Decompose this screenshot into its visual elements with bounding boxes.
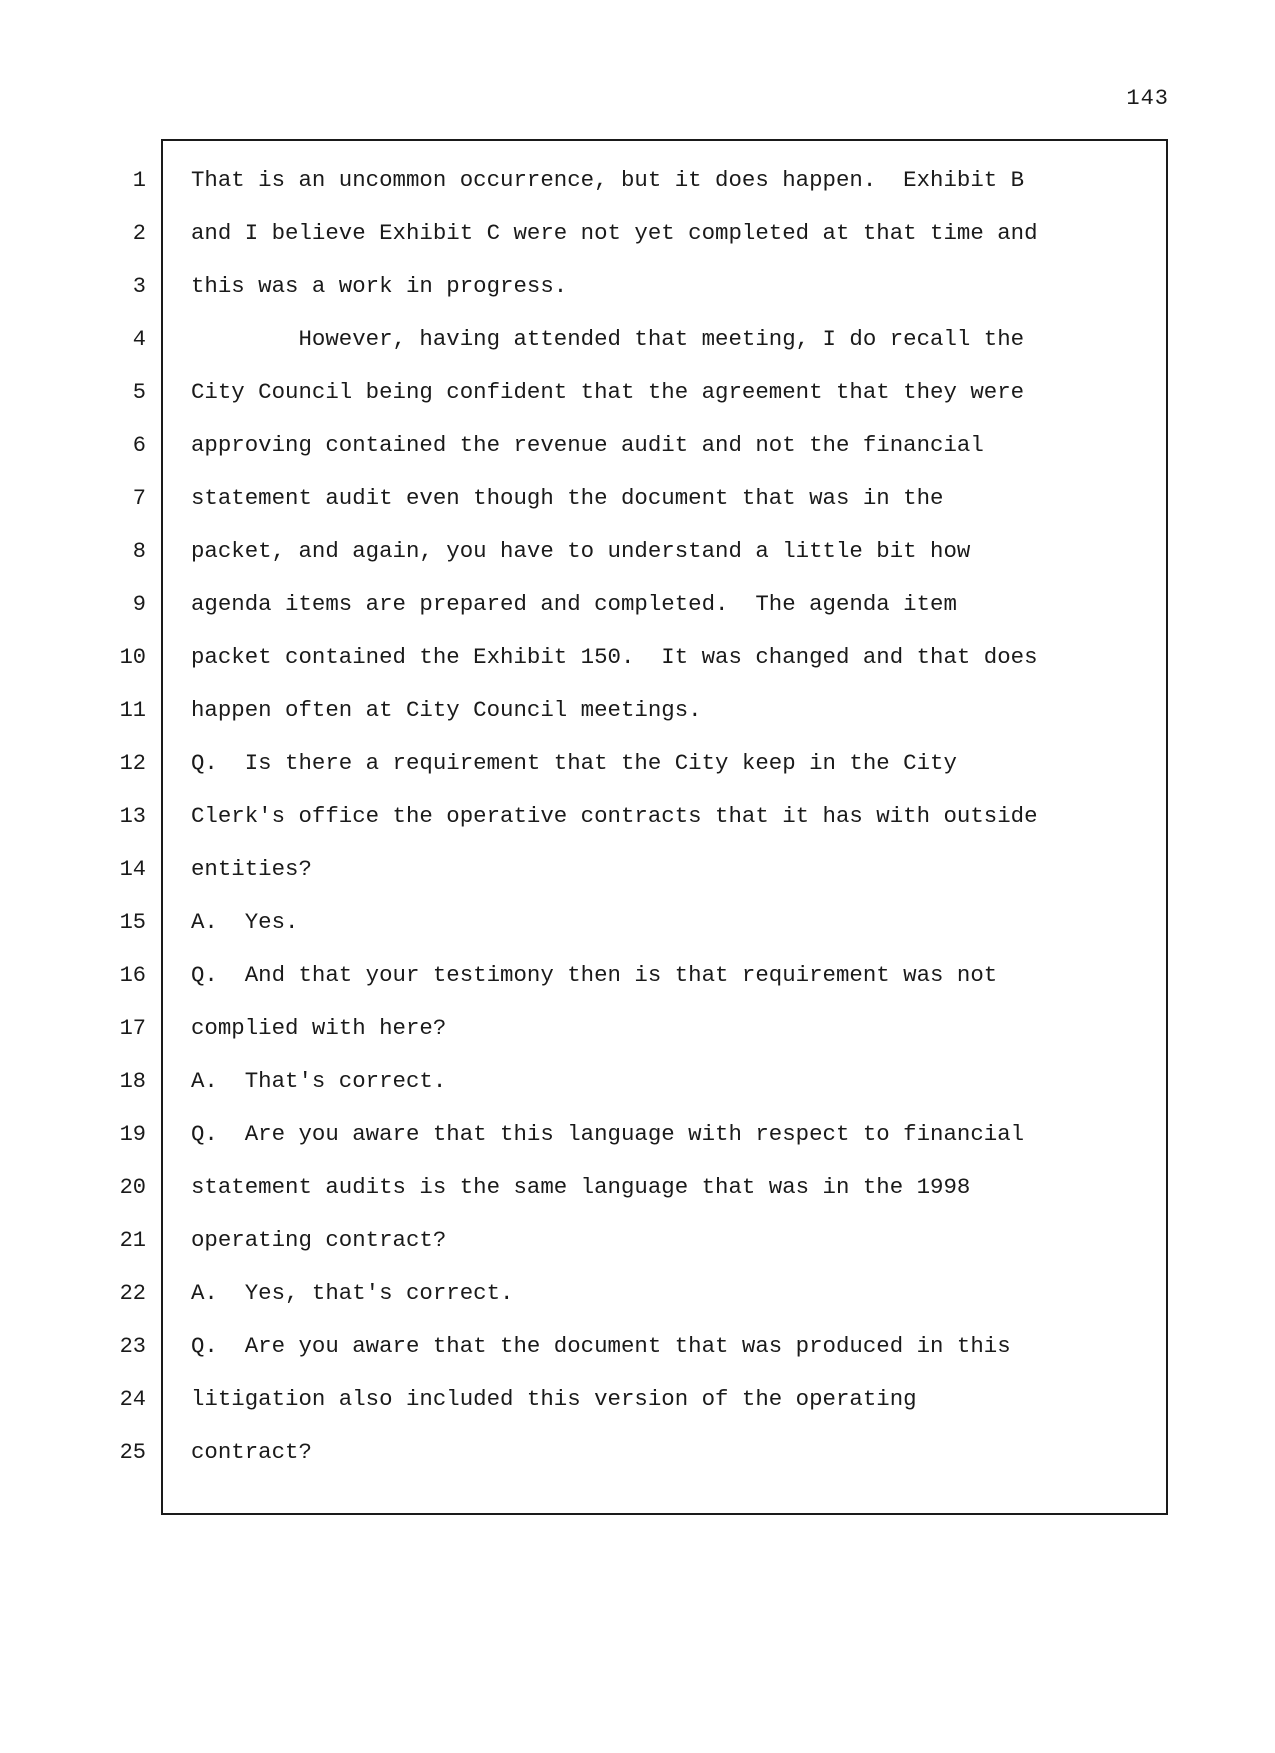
line-number: 22 [119,1281,146,1306]
line-number-column [100,154,146,1479]
line-number: 11 [119,698,146,723]
transcript-line: happen often at City Council meetings. [191,697,702,723]
line-number: 20 [119,1175,146,1200]
line-number: 6 [132,433,146,458]
transcript-line: entities? [191,856,312,882]
transcript-line: Q. Are you aware that this language with respect to financial [191,1121,1025,1147]
transcript-line: Clerk's office the operative contracts that it has with outside [191,803,1038,829]
transcript-line: and I believe Exhibit C were not yet completed at that time and [191,220,1038,246]
line-number: 10 [119,645,146,670]
line-number: 12 [119,751,146,776]
line-number: 13 [119,804,146,829]
transcript-line: this was a work in progress. [191,273,568,299]
line-number: 21 [119,1228,146,1253]
transcript-line: contract? [191,1439,312,1465]
transcript-line: However, having attended that meeting, I do recall the [191,326,1025,352]
transcript-line: City Council being confident that the agreement that they were [191,379,1025,405]
line-number: 23 [119,1334,146,1359]
line-number: 14 [119,857,146,882]
transcript-line: approving contained the revenue audit and not the financial [191,432,984,458]
line-number: 18 [119,1069,146,1094]
transcript-line: That is an uncommon occurrence, but it does happen. Exhibit B [191,167,1025,193]
line-number: 1 [132,168,146,193]
line-number: 16 [119,963,146,988]
transcript-line: statement audit even though the document that was in the [191,485,944,511]
line-number: 4 [132,327,146,352]
transcript-line: Q. Are you aware that the document that was produced in this [191,1333,1011,1359]
transcript-line: litigation also included this version of the operating [191,1386,917,1412]
line-number: 3 [132,274,146,299]
line-number: 8 [132,539,146,564]
transcript-line: A. Yes, that's correct. [191,1280,514,1306]
page-number: 143 [1126,86,1169,111]
transcript-line: complied with here? [191,1015,447,1041]
line-number: 5 [132,380,146,405]
line-number: 25 [119,1440,146,1465]
transcript-line: A. Yes. [191,909,299,935]
transcript-line: packet contained the Exhibit 150. It was changed and that does [191,644,1038,670]
line-number: 9 [132,592,146,617]
transcript-line: Q. Is there a requirement that the City keep in the City [191,750,957,776]
transcript-line: packet, and again, you have to understand a little bit how [191,538,971,564]
line-number: 17 [119,1016,146,1041]
line-number: 7 [132,486,146,511]
line-number: 15 [119,910,146,935]
line-number: 19 [119,1122,146,1147]
transcript-line: statement audits is the same language that was in the 1998 [191,1174,971,1200]
transcript-line: A. That's correct. [191,1068,447,1094]
transcript-text [191,154,1151,1479]
transcript-line: Q. And that your testimony then is that requirement was not [191,962,998,988]
line-number: 2 [132,221,146,246]
transcript-line: agenda items are prepared and completed. The agenda item [191,591,957,617]
transcript-line: operating contract? [191,1227,447,1253]
line-number: 24 [119,1387,146,1412]
